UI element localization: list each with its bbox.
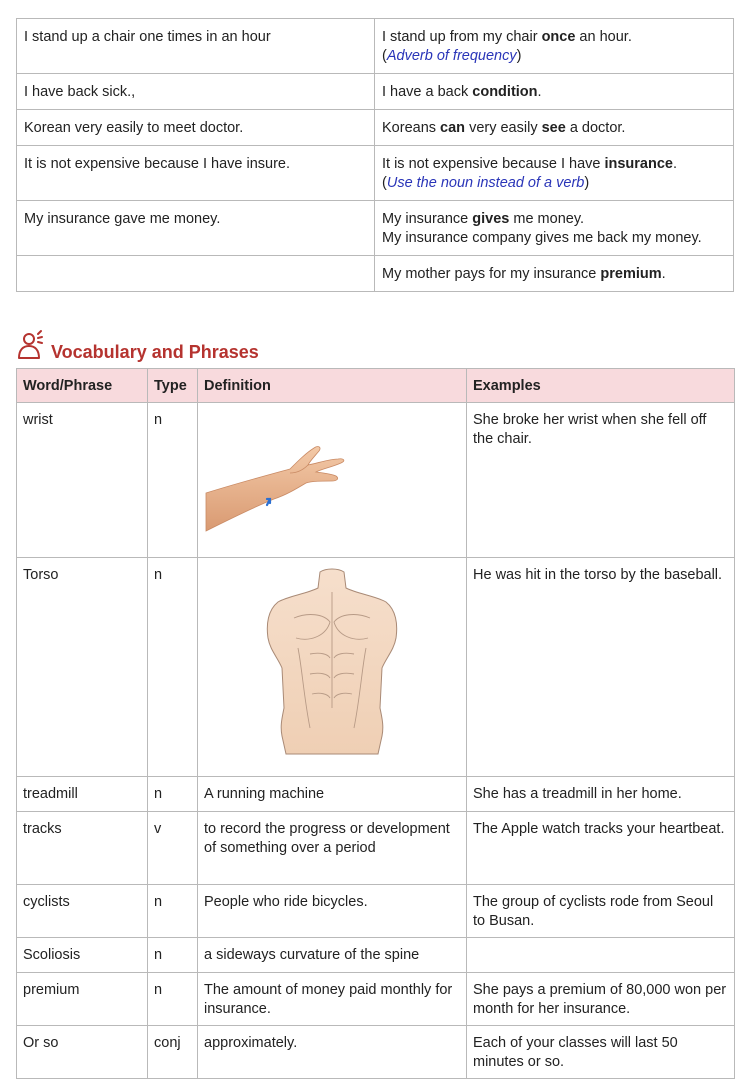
grammar-note-text: Use the noun instead of a verb <box>386 175 585 191</box>
vocab-type: n <box>148 973 198 1026</box>
col-header-word: Word/Phrase <box>17 369 148 403</box>
corrected-line <box>382 119 727 138</box>
original-sentence: My insurance gave me money. <box>17 201 375 256</box>
corrected-keyword: can <box>440 120 466 136</box>
vocab-word: Scoliosis <box>17 938 148 973</box>
correction-row <box>17 201 734 256</box>
vocab-row <box>17 1026 735 1079</box>
corrected-text: very easily <box>465 120 542 136</box>
corrected-text: me money. <box>509 211 585 227</box>
corrections-table <box>16 18 734 292</box>
grammar-note: (Adverb of frequency) <box>382 48 522 64</box>
corrected-text: . <box>672 156 678 172</box>
corrected-keyword: see <box>541 120 566 136</box>
vocab-definition-image <box>198 403 467 558</box>
vocab-word: tracks <box>17 812 148 885</box>
original-sentence: Korean very easily to meet doctor. <box>17 110 375 146</box>
original-sentence: It is not expensive because I have insure. <box>17 146 375 201</box>
corrected-text: a doctor. <box>565 120 626 136</box>
col-header-examples: Examples <box>467 369 735 403</box>
vocab-definition: a sideways curvature of the spine <box>198 938 467 973</box>
vocab-row <box>17 403 735 558</box>
vocab-definition: A running machine <box>198 777 467 812</box>
correction-row <box>17 256 734 292</box>
vocab-header-row <box>17 369 735 403</box>
vocab-definition-image <box>198 558 467 777</box>
col-header-type: Type <box>148 369 198 403</box>
vocab-example: The Apple watch tracks your heartbeat. <box>467 812 735 885</box>
correction-row <box>17 146 734 201</box>
corrected-text: It is not expensive because I have <box>382 156 605 172</box>
corrected-sentence <box>375 146 734 201</box>
vocab-word: treadmill <box>17 777 148 812</box>
vocab-row <box>17 973 735 1026</box>
vocab-title: Vocabulary and Phrases <box>51 342 259 362</box>
torso-illustration <box>198 558 465 772</box>
corrected-text: I have a back <box>382 84 473 100</box>
corrected-line <box>382 155 727 174</box>
corrected-keyword: gives <box>472 211 510 227</box>
col-header-definition: Definition <box>198 369 467 403</box>
vocab-definition: The amount of money paid monthly for insurance. <box>198 973 467 1026</box>
corrected-text: . <box>537 84 542 100</box>
corrected-line <box>382 83 727 102</box>
vocab-row <box>17 938 735 973</box>
grammar-note-text: Adverb of frequency <box>386 48 517 64</box>
vocab-type: conj <box>148 1026 198 1079</box>
vocab-type: n <box>148 777 198 812</box>
vocab-word: Torso <box>17 558 148 777</box>
vocab-row <box>17 777 735 812</box>
corrected-sentence <box>375 19 734 74</box>
corrected-line-2: My insurance company gives me back my money. <box>382 230 702 246</box>
people-speaking-icon <box>16 326 50 360</box>
corrected-keyword: condition <box>472 84 538 100</box>
vocab-definition: to record the progress or development of something over a period <box>198 812 467 885</box>
vocab-definition: People who ride bicycles. <box>198 885 467 938</box>
corrected-sentence <box>375 74 734 110</box>
vocab-definition: approximately. <box>198 1026 467 1079</box>
corrected-sentence <box>375 256 734 292</box>
vocab-type: n <box>148 403 198 558</box>
vocab-example: She has a treadmill in her home. <box>467 777 735 812</box>
vocab-word: cyclists <box>17 885 148 938</box>
corrected-line <box>382 210 727 229</box>
corrected-sentence <box>375 110 734 146</box>
vocab-example: She pays a premium of 80,000 won per month for her insurance. <box>467 973 735 1026</box>
vocab-example: He was hit in the torso by the baseball. <box>467 558 735 777</box>
vocab-type: n <box>148 558 198 777</box>
corrected-text: Koreans <box>382 120 441 136</box>
correction-row <box>17 110 734 146</box>
vocab-type: v <box>148 812 198 885</box>
vocab-word: wrist <box>17 403 148 558</box>
vocab-example: Each of your classes will last 50 minutes or so. <box>467 1026 735 1079</box>
vocab-type: n <box>148 885 198 938</box>
vocab-example: She broke her wrist when she fell off the chair. <box>467 403 735 558</box>
original-sentence: I have back sick., <box>17 74 375 110</box>
vocab-type: n <box>148 938 198 973</box>
corrected-sentence <box>375 201 734 256</box>
corrected-keyword: premium <box>600 266 662 282</box>
grammar-note: (Use the noun instead of a verb) <box>382 175 590 191</box>
corrected-keyword: once <box>541 29 576 45</box>
corrected-text: an hour. <box>575 29 632 45</box>
original-sentence: I stand up a chair one times in an hour <box>17 19 375 74</box>
vocab-row <box>17 558 735 777</box>
corrected-text: . <box>661 266 666 282</box>
vocab-row <box>17 812 735 885</box>
corrected-keyword: insurance <box>604 156 673 172</box>
vocab-example <box>467 938 735 973</box>
corrected-text: My insurance <box>382 211 473 227</box>
corrected-line <box>382 265 727 284</box>
correction-row <box>17 19 734 74</box>
vocab-table <box>16 368 735 1079</box>
vocab-example: The group of cyclists rode from Seoul to Busan. <box>467 885 735 938</box>
corrected-text: My mother pays for my insurance <box>382 266 601 282</box>
corrected-text: I stand up from my chair <box>382 29 542 45</box>
wrist-illustration <box>198 403 465 553</box>
vocab-word: Or so <box>17 1026 148 1079</box>
correction-row <box>17 74 734 110</box>
vocab-row <box>17 885 735 938</box>
vocab-word: premium <box>17 973 148 1026</box>
original-sentence <box>17 256 375 292</box>
corrected-line <box>382 28 727 47</box>
